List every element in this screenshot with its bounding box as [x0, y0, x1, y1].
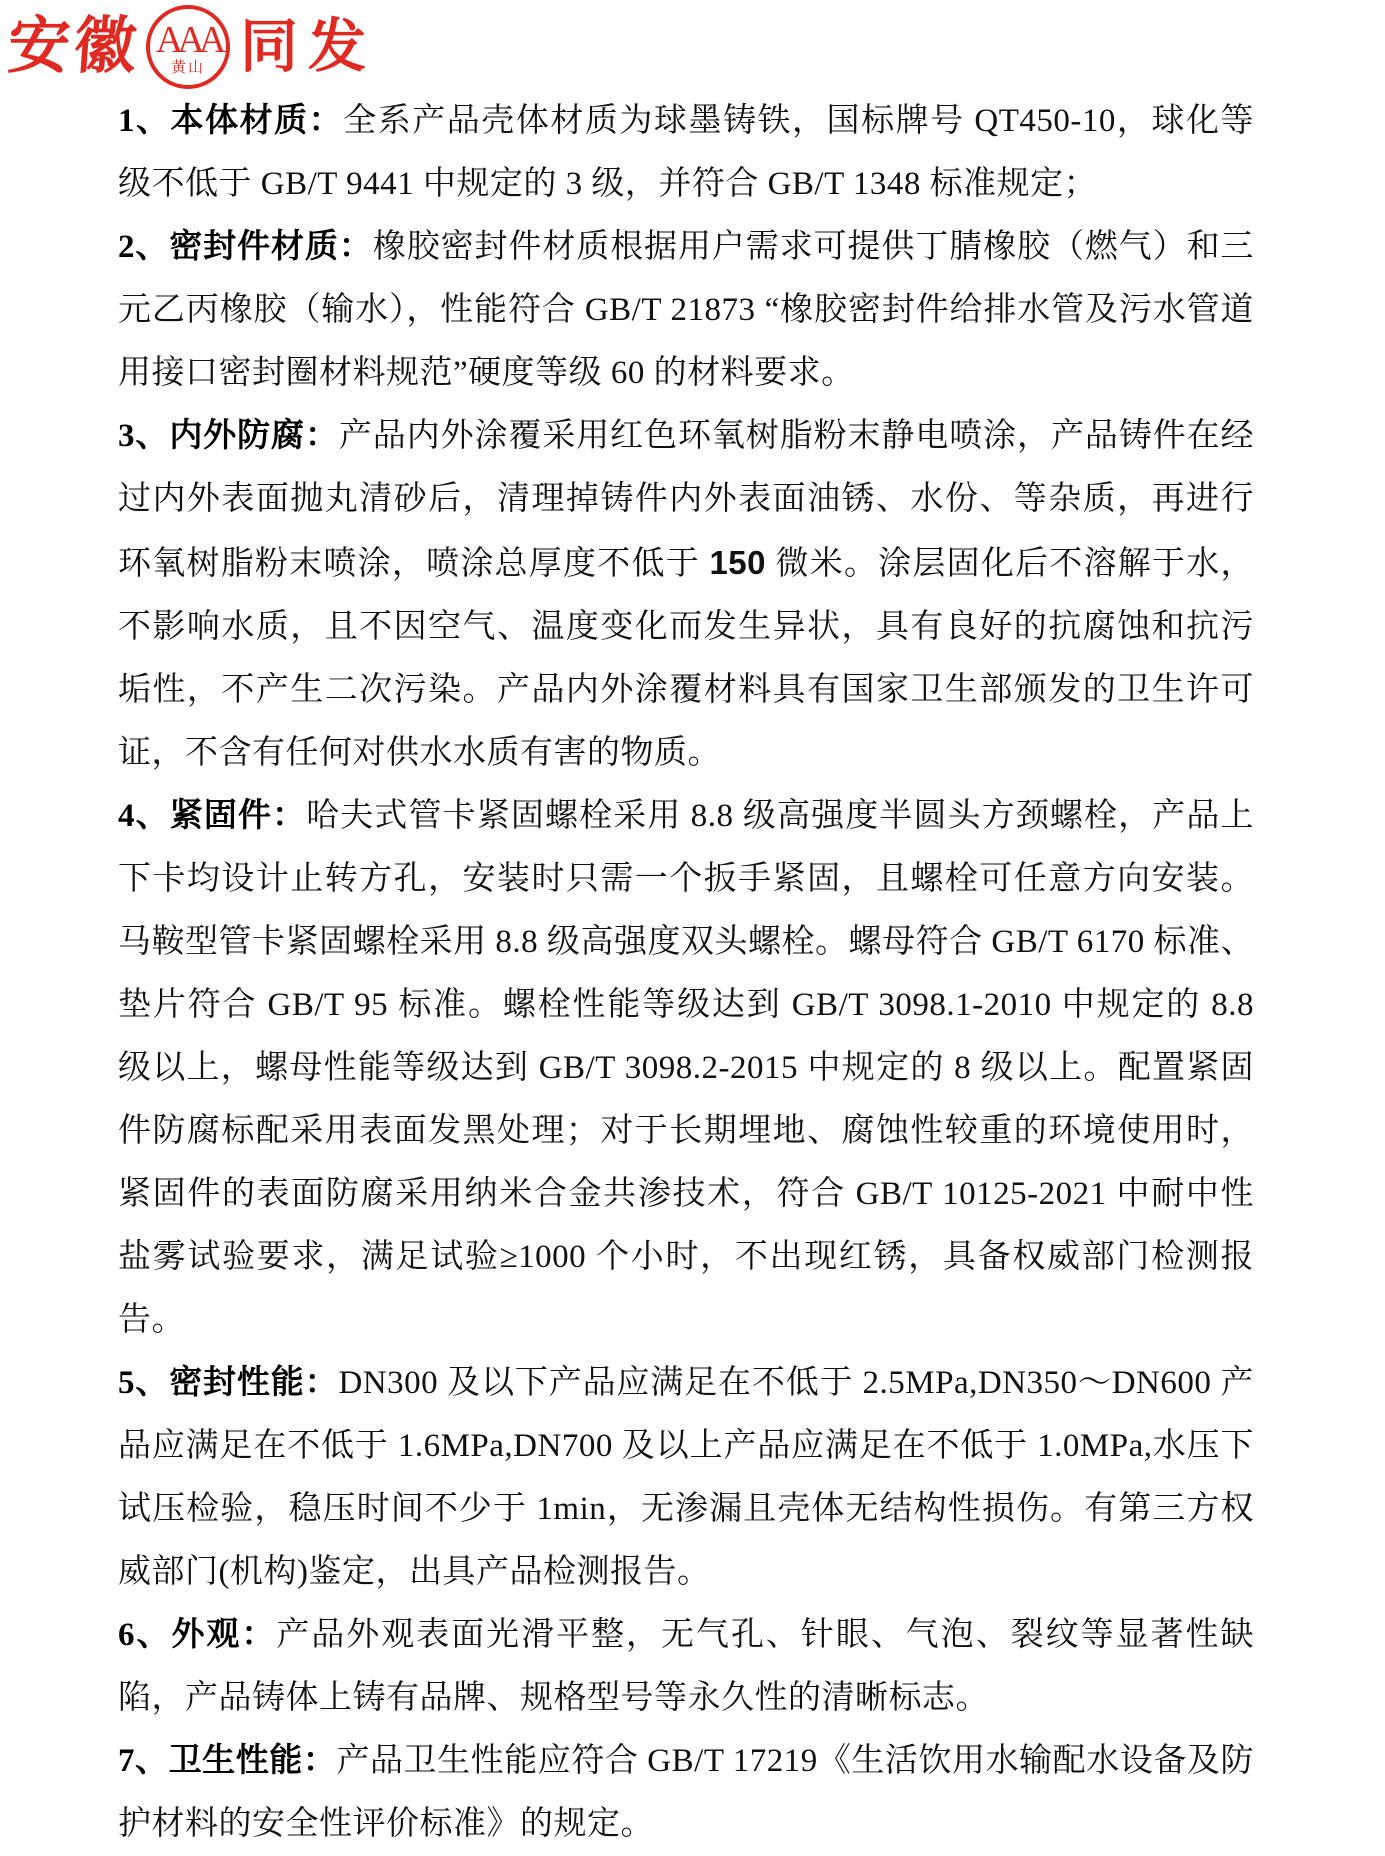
- spec-heading-2: 2、密封件材质：: [118, 229, 373, 265]
- spec-paragraph-4: [118, 785, 1254, 1352]
- spec-heading-6: 6、外观：: [118, 1617, 277, 1653]
- spec-heading-5: 5、密封性能：: [118, 1365, 339, 1401]
- aaa-badge-letters: AAA: [155, 19, 221, 61]
- spec-heading-7: 7、卫生性能：: [118, 1743, 337, 1779]
- spec-body-text: 哈夫式管卡紧固螺栓采用 8.8 级高强度半圆头方颈螺栓，产品上下卡均设计止转方孔，安装时只需一个扳手紧固，且螺栓可任意方向安装。马鞍型管卡紧固螺栓采用 8.8 级高强度双头螺栓。螺母符合 GB/T 6170 标准、垫片符合 GB/T 95 标准。螺栓性能等级达到 GB/T 3098.1-2010 中规定的 8.8 级以上，螺母性能等级达到 GB/T 3098.2-2015 中规定的 8 级以上。配置紧固件防腐标配采用表面发黑处理；对于长期埋地、腐蚀性较重的环境使用时，紧固件的表面防腐采用纳米合金共渗技术，符合 GB/T 10125-2021 中耐中性盐雾试验要求，满足试验≥1000 个小时，不出现红锈，具备权威部门检测报告。: [118, 798, 1255, 1338]
- spec-body-text: 橡胶密封件材质根据用户需求可提供丁腈橡胶（燃气）和三元乙丙橡胶（输水），性能符合 GB/T 21873 “橡胶密封件给排水管及污水管道用接口密封圈材料规范”硬度等级 60 的材料要求。: [118, 229, 1255, 391]
- spec-body-text: 全系产品壳体材质为球墨铸铁，国标牌号 QT450-10，球化等级不低于 GB/T 9441 中规定的 3 级，并符合 GB/T 1348 标准规定；: [118, 103, 1255, 202]
- spec-heading-3: 3、内外防腐：: [118, 418, 339, 454]
- spec-body-text: DN300 及以下产品应满足在不低于 2.5MPa,DN350～DN600 产品应满足在不低于 1.6MPa,DN700 及以上产品应满足在不低于 1.0MPa,水压下试压检验，稳压时间不少于 1min，无渗漏且壳体无结构性损伤。有第三方权威部门(机构)鉴定，出具产品检测报告。: [118, 1365, 1254, 1590]
- spec-body-text: 产品卫生性能应符合 GB/T 17219《生活饮用水输配水设备及防护材料的安全性评价标准》的规定。: [118, 1743, 1254, 1842]
- spec-paragraph-1: [118, 90, 1254, 216]
- spec-body-text: 产品外观表面光滑平整，无气孔、针眼、气泡、裂纹等显著性缺陷，产品铸体上铸有品牌、规格型号等永久性的清晰标志。: [118, 1617, 1254, 1716]
- spec-paragraph-5: [118, 1352, 1254, 1604]
- spec-document-body: [118, 90, 1254, 1856]
- spec-body-text: 微米。涂层固化后不溶解于水，不影响水质，且不因空气、温度变化而发生异状，具有良好的抗腐蚀和抗污垢性，不产生二次污染。产品内外涂覆材料具有国家卫生部颁发的卫生许可证，不含有任何对供水水质有害的物质。: [118, 546, 1255, 771]
- aaa-badge-icon: [146, 5, 230, 89]
- spec-paragraph-7: [118, 1730, 1254, 1856]
- highlighted-number: 150: [709, 544, 766, 581]
- spec-paragraph-2: [118, 216, 1254, 405]
- logo-text-tongfa: 同发: [240, 14, 377, 79]
- spec-paragraph-6: [118, 1604, 1254, 1730]
- spec-heading-4: 4、紧固件：: [118, 798, 307, 834]
- company-logo: [5, 4, 377, 90]
- spec-paragraph-3: [118, 405, 1254, 785]
- aaa-badge-subtext: 黄山: [171, 60, 206, 76]
- logo-text-anhui: 安徽: [5, 13, 143, 81]
- spec-heading-1: 1、本体材质：: [118, 103, 344, 139]
- spec-body-text: 产品内外涂覆采用红色环氧树脂粉末静电喷涂，产品铸件在经过内外表面抛丸清砂后，清理掉铸件内外表面油锈、水份、等杂质，再进行环氧树脂粉末喷涂，喷涂总厚度不低于: [118, 418, 1255, 582]
